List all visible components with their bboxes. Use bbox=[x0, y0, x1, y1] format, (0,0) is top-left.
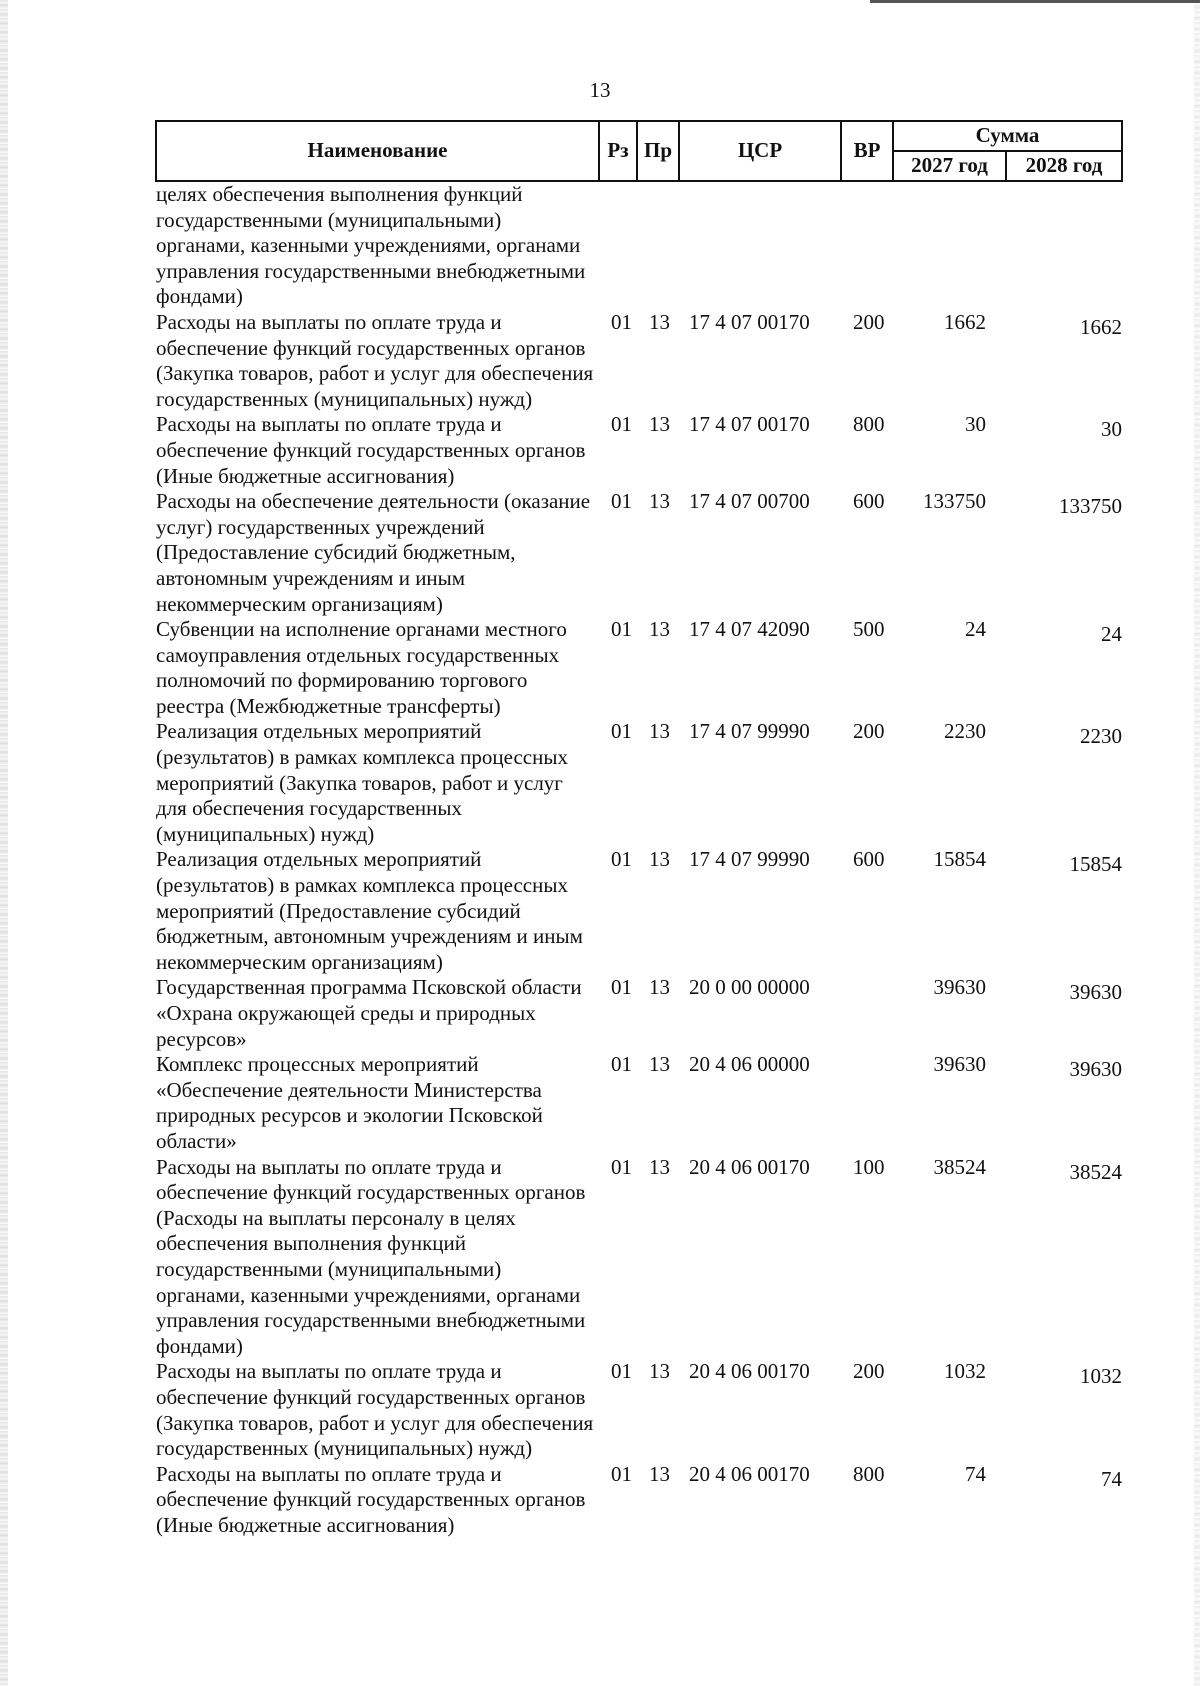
cell-sum-2027: 38524 bbox=[933, 1154, 986, 1179]
header-sum: Сумма bbox=[893, 121, 1122, 151]
cell-rz: 01 bbox=[611, 1359, 632, 1384]
scan-edge-right bbox=[1194, 0, 1200, 1686]
cell-sum-2028: 24 bbox=[1101, 622, 1122, 647]
cell-rz: 01 bbox=[611, 412, 632, 437]
table-row bbox=[156, 310, 1122, 412]
cell-name: Расходы на выплаты по оплате труда и обеспечение функций государственных органов (Иные бюджетные ассигнования) bbox=[156, 412, 586, 488]
cell-pr: 13 bbox=[649, 489, 670, 514]
cell-csr: 17 4 07 42090 bbox=[689, 617, 810, 642]
table-row bbox=[156, 719, 1122, 847]
table-row bbox=[156, 181, 1122, 310]
cell-csr: 20 4 06 00170 bbox=[689, 1461, 810, 1486]
cell-sum-2027 bbox=[893, 181, 1006, 310]
cell-vr: 600 bbox=[853, 489, 885, 514]
cell-csr: 20 4 06 00170 bbox=[689, 1154, 810, 1179]
cell-pr: 13 bbox=[649, 1052, 670, 1077]
cell-vr bbox=[841, 1052, 893, 1154]
cell-sum-2028: 15854 bbox=[1069, 852, 1122, 877]
table-row bbox=[156, 1155, 1122, 1360]
budget-table bbox=[155, 120, 1123, 1538]
cell-vr: 800 bbox=[853, 412, 885, 437]
cell-rz: 01 bbox=[611, 1052, 632, 1077]
cell-sum-2028: 2230 bbox=[1080, 724, 1122, 749]
cell-rz: 01 bbox=[611, 309, 632, 334]
cell-name: Расходы на обеспечение деятельности (оказание услуг) государственных учреждений (Предоставление субсидий бюджетным, автономным учреждениям и иным некоммерческим организациям) bbox=[156, 489, 591, 616]
header-year-2028: 2028 год bbox=[1006, 151, 1122, 181]
cell-sum-2027: 1032 bbox=[944, 1359, 986, 1384]
header-rz: Рз bbox=[599, 121, 637, 181]
cell-name: Комплекс процессных мероприятий «Обеспечение деятельности Министерства природных ресурсов и экологии Псковской области» bbox=[156, 1052, 543, 1153]
cell-csr: 17 4 07 99990 bbox=[689, 719, 810, 744]
cell-sum-2028: 133750 bbox=[1059, 494, 1122, 519]
cell-vr: 200 bbox=[853, 1359, 885, 1384]
cell-sum-2027: 15854 bbox=[933, 847, 986, 872]
cell-pr: 13 bbox=[649, 847, 670, 872]
cell-vr bbox=[841, 975, 893, 1052]
table-row bbox=[156, 975, 1122, 1052]
cell-sum-2028: 38524 bbox=[1069, 1159, 1122, 1184]
table-row bbox=[156, 617, 1122, 719]
cell-rz: 01 bbox=[611, 617, 632, 642]
cell-csr: 17 4 07 00170 bbox=[689, 412, 810, 437]
cell-rz: 01 bbox=[611, 847, 632, 872]
cell-rz: 01 bbox=[611, 1154, 632, 1179]
cell-vr: 600 bbox=[853, 847, 885, 872]
table-row bbox=[156, 1359, 1122, 1461]
header-pr: Пр bbox=[637, 121, 679, 181]
cell-pr: 13 bbox=[649, 1461, 670, 1486]
cell-sum-2027: 2230 bbox=[944, 719, 986, 744]
table-row bbox=[156, 1052, 1122, 1154]
cell-vr: 200 bbox=[853, 719, 885, 744]
header-vr: ВР bbox=[841, 121, 893, 181]
header-name: Наименование bbox=[156, 121, 599, 181]
table-header bbox=[156, 121, 1122, 181]
cell-pr: 13 bbox=[649, 617, 670, 642]
table-row bbox=[156, 489, 1122, 617]
cell-sum-2027: 1662 bbox=[944, 309, 986, 334]
cell-sum-2027: 74 bbox=[965, 1461, 986, 1486]
scan-edge-left bbox=[0, 0, 8, 1686]
cell-name: Расходы на выплаты по оплате труда и обеспечение функций государственных органов (Расходы на выплаты персоналу в целях обеспечения выполнения функций государственными (муниципальными) органами, казенными учреждениями, органами управления государственными внебюджетными фондами) bbox=[156, 1154, 586, 1358]
cell-name: Реализация отдельных мероприятий (результатов) в рамках комплекса процессных мероприятий (Предоставление субсидий бюджетным, автономным учреждениям и иным некоммерческим организациям) bbox=[156, 847, 583, 974]
cell-csr: 20 4 06 00000 bbox=[689, 1052, 810, 1077]
cell-rz: 01 bbox=[611, 489, 632, 514]
cell-sum-2027: 30 bbox=[965, 412, 986, 437]
cell-sum-2028: 1662 bbox=[1080, 314, 1122, 339]
table-row bbox=[156, 1462, 1122, 1539]
cell-sum-2028: 1032 bbox=[1080, 1364, 1122, 1389]
cell-name: Субвенции на исполнение органами местного самоуправления отдельных государственных полномочий по формированию торгового реестра (Межбюджетные трансферты) bbox=[156, 617, 567, 718]
cell-csr: 20 4 06 00170 bbox=[689, 1359, 810, 1384]
cell-name: Расходы на выплаты по оплате труда и обеспечение функций государственных органов (Закупка товаров, работ и услуг для обеспечения государственных (муниципальных) нужд) bbox=[156, 1359, 594, 1461]
cell-sum-2027: 24 bbox=[965, 617, 986, 642]
cell-vr: 100 bbox=[853, 1154, 885, 1179]
cell-vr: 500 bbox=[853, 617, 885, 642]
table-body bbox=[156, 181, 1122, 1538]
cell-name: Реализация отдельных мероприятий (результатов) в рамках комплекса процессных мероприятий (Закупка товаров, работ и услуг для обеспечения государственных (муниципальных) нужд) bbox=[156, 719, 568, 846]
header-year-2027: 2027 год bbox=[893, 151, 1006, 181]
cell-vr bbox=[841, 181, 893, 310]
cell-pr bbox=[637, 181, 679, 310]
cell-name: Расходы на выплаты по оплате труда и обеспечение функций государственных органов (Закупка товаров, работ и услуг для обеспечения государственных (муниципальных) нужд) bbox=[156, 309, 594, 411]
cell-csr: 20 0 00 00000 bbox=[689, 975, 810, 1000]
header-csr: ЦСР bbox=[679, 121, 841, 181]
cell-pr: 13 bbox=[649, 975, 670, 1000]
cell-pr: 13 bbox=[649, 309, 670, 334]
cell-rz: 01 bbox=[611, 1461, 632, 1486]
cell-rz bbox=[599, 181, 637, 310]
cell-pr: 13 bbox=[649, 1154, 670, 1179]
cell-pr: 13 bbox=[649, 1359, 670, 1384]
cell-name: целях обеспечения выполнения функций государственными (муниципальными) органами, казенными учреждениями, органами управления государственными внебюджетными фондами) bbox=[156, 182, 586, 309]
cell-csr: 17 4 07 99990 bbox=[689, 847, 810, 872]
cell-sum-2028 bbox=[1006, 181, 1122, 310]
cell-sum-2027: 133750 bbox=[923, 489, 986, 514]
cell-sum-2027: 39630 bbox=[933, 1052, 986, 1077]
cell-sum-2027: 39630 bbox=[933, 975, 986, 1000]
cell-sum-2028: 74 bbox=[1101, 1466, 1122, 1491]
cell-csr bbox=[679, 181, 841, 310]
cell-csr: 17 4 07 00170 bbox=[689, 309, 810, 334]
cell-sum-2028: 39630 bbox=[1069, 980, 1122, 1005]
cell-name: Государственная программа Псковской области «Охрана окружающей среды и природных ресурсов» bbox=[156, 975, 582, 1051]
cell-vr: 200 bbox=[853, 309, 885, 334]
page-number: 13 bbox=[589, 78, 611, 102]
cell-name: Расходы на выплаты по оплате труда и обеспечение функций государственных органов (Иные бюджетные ассигнования) bbox=[156, 1461, 586, 1537]
cell-sum-2028: 30 bbox=[1101, 417, 1122, 442]
scan-edge-top bbox=[870, 0, 1200, 3]
cell-pr: 13 bbox=[649, 719, 670, 744]
cell-rz: 01 bbox=[611, 719, 632, 744]
cell-rz: 01 bbox=[611, 975, 632, 1000]
cell-csr: 17 4 07 00700 bbox=[689, 489, 810, 514]
cell-vr: 800 bbox=[853, 1461, 885, 1486]
table-row bbox=[156, 412, 1122, 489]
cell-pr: 13 bbox=[649, 412, 670, 437]
cell-sum-2028: 39630 bbox=[1069, 1057, 1122, 1082]
table-row bbox=[156, 847, 1122, 975]
